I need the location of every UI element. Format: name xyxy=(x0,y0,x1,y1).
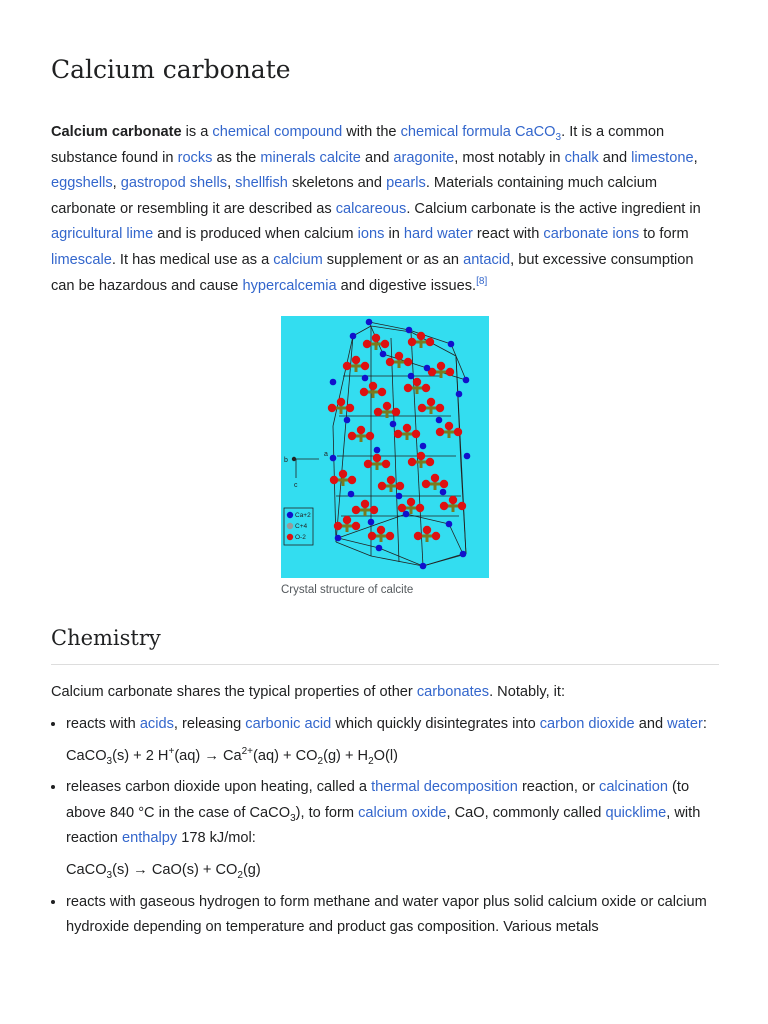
oxygen-atom xyxy=(408,458,416,466)
oxygen-atom xyxy=(436,428,444,436)
oxygen-atom xyxy=(334,522,342,530)
figure-caption: Crystal structure of calcite xyxy=(281,584,414,596)
oxygen-atom xyxy=(431,474,439,482)
legend-o-label: O-2 xyxy=(295,534,306,541)
oxygen-atom xyxy=(360,388,368,396)
legend-c-dot xyxy=(287,523,293,529)
link-carbonate-ions[interactable]: carbonate ions xyxy=(543,226,640,243)
oxygen-atom xyxy=(416,504,424,512)
link-thermal-decomposition[interactable]: thermal decomposition xyxy=(371,779,518,796)
link-rocks[interactable]: rocks xyxy=(177,149,213,166)
link-calcareous[interactable]: calcareous xyxy=(335,200,407,217)
list-item: • reacts with acids, releasing carbonic acid which quickly disintegrates into carbon dioxide and water: CaCO$_3$(s) + 2 $H^+(aq) \to Ca^{2+}(aq) + CO_2(g) + H_2O(l)$ xyxy=(66,712,719,769)
calcium-atom xyxy=(376,545,383,552)
calcium-atom xyxy=(380,351,387,358)
link-carbon-dioxide[interactable]: carbon dioxide xyxy=(539,716,635,732)
list-item: • releases carbon dioxide upon heating, called a thermal decomposition reaction, or calcination (to above 840 °C in the case of CaCO$_3$), to form calcium oxide, CaO, commonly called quicklime, with reaction enthalpy 178 kJ/mol: CaCO$_3$(s) → $CaO(s) + CO_2(g)$ xyxy=(66,775,719,883)
calcium-atom xyxy=(446,521,453,528)
calcium-atom xyxy=(348,491,355,498)
oxygen-atom xyxy=(357,426,365,434)
oxygen-atom xyxy=(368,532,376,540)
oxygen-atom xyxy=(426,458,434,466)
link-calcite[interactable]: calcite xyxy=(319,149,361,166)
reference-8[interactable]: [8] xyxy=(476,275,488,287)
link-gastropod-shells[interactable]: gastropod shells xyxy=(120,175,228,192)
axis-label-a: a xyxy=(324,451,328,458)
equation-acid-reaction: CaCO$_3$(s) + 2 $H^+(aq) \to Ca^{2+}(aq) + CO_2(g) + H_2O(l)$ xyxy=(66,745,398,767)
link-water[interactable]: water xyxy=(667,716,703,732)
legend-ca-label: Ca+2 xyxy=(295,512,311,519)
oxygen-atom xyxy=(440,502,448,510)
oxygen-atom xyxy=(386,358,394,366)
oxygen-atom xyxy=(449,496,457,504)
link-aragonite[interactable]: aragonite xyxy=(393,149,455,166)
calcium-atom xyxy=(335,535,342,542)
axis-label-c: c xyxy=(294,482,298,489)
oxygen-atom xyxy=(369,382,377,390)
oxygen-atom xyxy=(377,526,385,534)
link-pearls[interactable]: pearls xyxy=(386,175,426,192)
link-eggshells[interactable]: eggshells xyxy=(51,175,113,192)
calcium-atom xyxy=(456,391,463,398)
oxygen-atom xyxy=(437,362,445,370)
link-limescale[interactable]: limescale xyxy=(51,251,112,268)
chemistry-intro: Calcium carbonate shares the typical properties of other carbonates. Notably, it: xyxy=(51,684,566,700)
calcium-atom xyxy=(440,489,447,496)
oxygen-atom xyxy=(414,532,422,540)
link-limestone[interactable]: limestone xyxy=(631,149,694,166)
link-shellfish[interactable]: shellfish xyxy=(235,175,288,192)
oxygen-atom xyxy=(422,480,430,488)
oxygen-atom xyxy=(403,424,411,432)
oxygen-atom xyxy=(370,506,378,514)
page-title: Calcium carbonate xyxy=(51,55,291,84)
oxygen-atom xyxy=(422,384,430,392)
legend-c-label: C+4 xyxy=(295,523,308,530)
link-minerals[interactable]: minerals xyxy=(260,149,316,166)
calcium-atom xyxy=(403,511,410,518)
link-chemical-compound[interactable]: chemical compound xyxy=(212,124,343,140)
legend-o-dot xyxy=(287,534,293,540)
oxygen-atom xyxy=(412,430,420,438)
lead-bold-term: Calcium carbonate xyxy=(51,124,182,140)
link-chalk[interactable]: chalk xyxy=(564,149,599,166)
oxygen-atom xyxy=(417,452,425,460)
oxygen-atom xyxy=(382,460,390,468)
calcium-atom xyxy=(368,519,375,526)
oxygen-atom xyxy=(381,340,389,348)
oxygen-atom xyxy=(352,356,360,364)
oxygen-atom xyxy=(352,506,360,514)
oxygen-atom xyxy=(396,482,404,490)
oxygen-atom xyxy=(413,378,421,386)
equation-thermal-decomposition: CaCO$_3$(s) → $CaO(s) + CO_2(g)$ xyxy=(66,861,261,881)
calcium-atom xyxy=(390,421,397,428)
oxygen-atom xyxy=(374,408,382,416)
oxygen-atom xyxy=(366,432,374,440)
oxygen-atom xyxy=(339,470,347,478)
link-quicklime[interactable]: quicklime xyxy=(605,804,667,821)
link-carbonates[interactable]: carbonates xyxy=(416,684,490,700)
link-chemical-formula[interactable]: chemical formula CaCO$_3$ xyxy=(400,124,562,143)
oxygen-atom xyxy=(361,362,369,370)
section-heading-chemistry: Chemistry xyxy=(51,626,719,665)
link-antacid[interactable]: antacid xyxy=(463,251,511,268)
oxygen-atom xyxy=(426,338,434,346)
oxygen-atom xyxy=(417,332,425,340)
link-calcination[interactable]: calcination xyxy=(599,779,668,796)
oxygen-atom xyxy=(348,432,356,440)
oxygen-atom xyxy=(330,476,338,484)
oxygen-atom xyxy=(436,404,444,412)
calcium-atom xyxy=(460,551,467,558)
link-ions[interactable]: ions xyxy=(357,226,385,243)
calcium-atom xyxy=(463,377,470,384)
oxygen-atom xyxy=(387,476,395,484)
oxygen-atom xyxy=(383,402,391,410)
oxygen-atom xyxy=(404,384,412,392)
calcium-atom xyxy=(396,493,403,500)
calcium-atom xyxy=(424,365,431,372)
oxygen-atom xyxy=(348,476,356,484)
calcite-figure[interactable] xyxy=(281,316,489,596)
oxygen-atom xyxy=(363,340,371,348)
link-hard-water[interactable]: hard water xyxy=(403,226,473,243)
calcium-atom xyxy=(436,417,443,424)
calcium-atom xyxy=(420,563,427,570)
calcium-atom xyxy=(408,373,415,380)
calcium-atom xyxy=(406,327,413,334)
link-calcium-oxide[interactable]: calcium oxide xyxy=(358,804,447,821)
oxygen-atom xyxy=(445,422,453,430)
oxygen-atom xyxy=(458,502,466,510)
oxygen-atom xyxy=(394,430,402,438)
oxygen-atom xyxy=(372,334,380,342)
link-hypercalcemia[interactable]: hypercalcemia xyxy=(242,277,337,294)
oxygen-atom xyxy=(418,404,426,412)
link-agricultural-lime[interactable]: agricultural lime xyxy=(51,226,154,243)
legend-ca-dot xyxy=(287,512,293,518)
oxygen-atom xyxy=(361,500,369,508)
oxygen-atom xyxy=(404,358,412,366)
link-carbonic-acid[interactable]: carbonic acid xyxy=(245,716,332,732)
oxygen-atom xyxy=(352,522,360,530)
link-calcium[interactable]: calcium xyxy=(273,251,323,268)
oxygen-atom xyxy=(378,482,386,490)
oxygen-atom xyxy=(408,338,416,346)
oxygen-atom xyxy=(427,398,435,406)
oxygen-atom xyxy=(395,352,403,360)
oxygen-atom xyxy=(364,460,372,468)
oxygen-atom xyxy=(343,516,351,524)
oxygen-atom xyxy=(386,532,394,540)
calcium-atom xyxy=(330,379,337,386)
calcium-atom xyxy=(420,443,427,450)
oxygen-atom xyxy=(407,498,415,506)
lead-paragraph: Calcium carbonate is a chemical compound with the chemical formula CaCO$_3$. It is a common substance found in rocks as the minerals calcite and aragonite, most notably in chalk and limestone, eggshells, gastropod shells, shellfish skeletons and pearls. Materials containing much calcium carbonate or resembling it are described as calcareous. Calcium carbonate is the active ingredient in agricultural lime and is produced when calcium ions in hard water react with carbonate ions to form limescale. It has medical use as a calcium supplement or as an antacid, but excessive consumption can be hazardous and cause hypercalcemia and digestive issues.[8] xyxy=(51,124,701,294)
calcium-atom xyxy=(464,453,471,460)
oxygen-atom xyxy=(440,480,448,488)
calcium-atom xyxy=(344,417,351,424)
calcium-atom xyxy=(366,319,373,326)
oxygen-atom xyxy=(392,408,400,416)
calcite-crystal-image[interactable] xyxy=(281,316,489,578)
oxygen-atom xyxy=(343,362,351,370)
oxygen-atom xyxy=(337,398,345,406)
oxygen-atom xyxy=(346,404,354,412)
link-enthalpy[interactable]: enthalpy xyxy=(121,830,178,847)
calcium-atom xyxy=(362,375,369,382)
calcium-atom xyxy=(448,341,455,348)
calcium-atom xyxy=(374,447,381,454)
list-item: • reacts with gaseous hydrogen to form methane and water vapor plus solid calcium oxide or calcium hydroxide depending on temperature and product gas composition. Various metals xyxy=(66,890,719,941)
axis-label-b: b xyxy=(284,457,288,464)
calcium-atom xyxy=(330,455,337,462)
oxygen-atom xyxy=(378,388,386,396)
oxygen-atom xyxy=(423,526,431,534)
chemistry-property-list xyxy=(51,712,719,947)
oxygen-atom xyxy=(328,404,336,412)
oxygen-atom xyxy=(454,428,462,436)
oxygen-atom xyxy=(373,454,381,462)
oxygen-atom xyxy=(432,532,440,540)
calcium-atom xyxy=(350,333,357,340)
oxygen-atom xyxy=(446,368,454,376)
link-acids[interactable]: acids xyxy=(139,716,174,732)
